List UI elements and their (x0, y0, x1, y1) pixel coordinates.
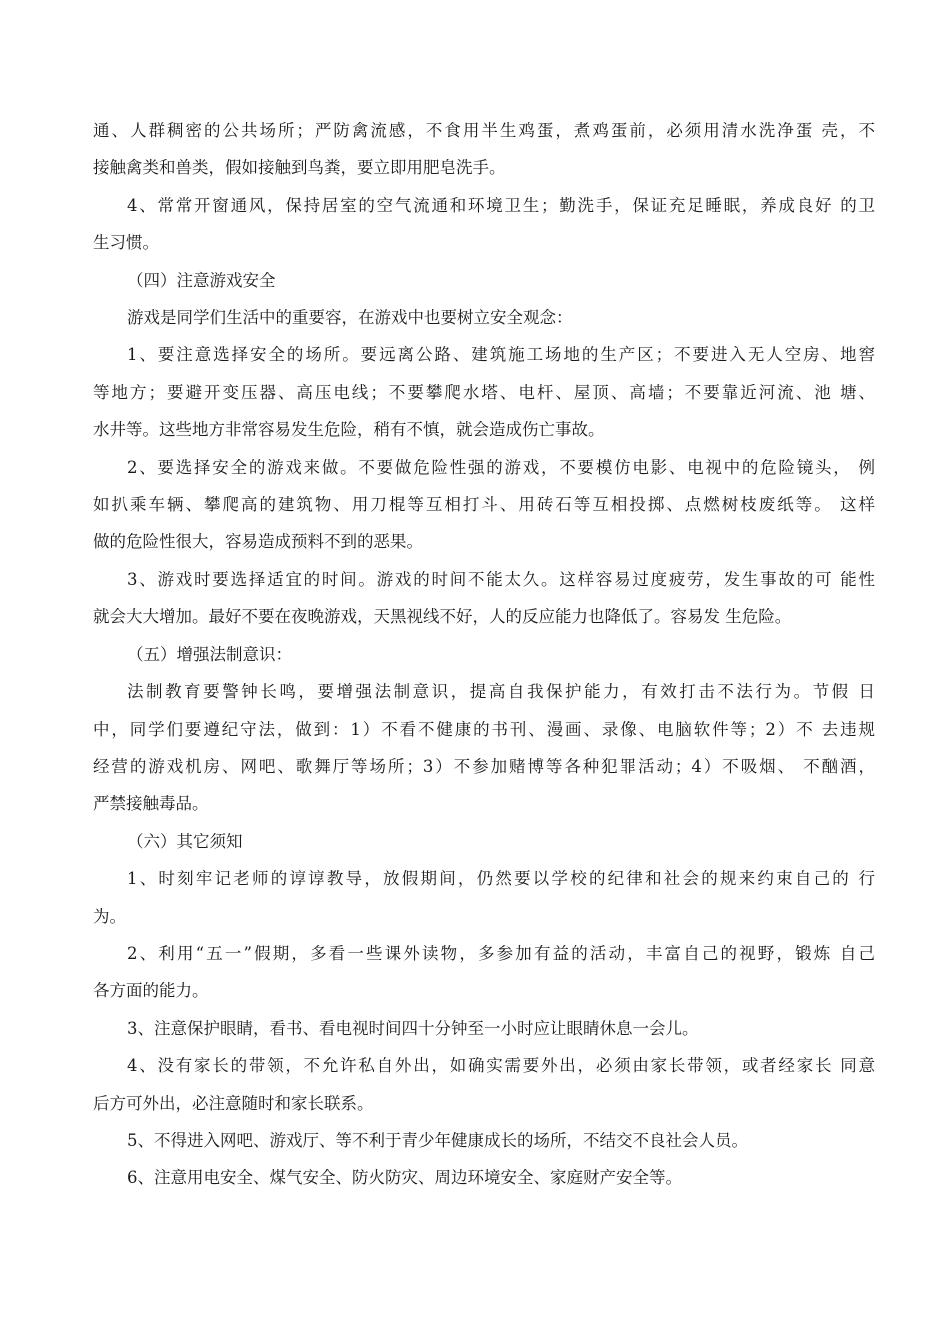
paragraph-continuation (93, 112, 875, 187)
text-line: 2、要选择安全的游戏来做。不要做危险性强的游戏，不要模仿电影、电视中的危险镜头， 例 (127, 457, 875, 477)
text-line: 2、利用“五一”假期，多看一些课外读物，多参加有益的活动，丰富自己的视野，锻炼 自己 (127, 943, 875, 963)
text-line: 4、没有家长的带领，不允许私自外出，如确实需要外出，必须由家长带领，或者经家长 同意 (127, 1056, 875, 1076)
body-paragraph (93, 187, 875, 262)
body-paragraph (93, 935, 875, 1010)
body-paragraph (93, 449, 875, 561)
text-line: 4、常常开窗通风，保持居室的空气流通和环境卫生；勤洗手，保证充足睡眠，养成良好 的卫 (127, 195, 875, 215)
section-heading (93, 636, 875, 673)
text-line: 等地方；要避开变压器、高压电线；不要攀爬水塔、电杆、屋顶、高墙；不要靠近河流、池 塘、 (93, 382, 875, 402)
text-line: 1、时刻牢记老师的谆谆教导，放假期间，仍然要以学校的纪律和社会的规来约束自己的 行 (127, 869, 875, 889)
body-paragraph (93, 1010, 875, 1047)
text-line: （五）增强法制意识： (127, 644, 292, 664)
text-line: （六）其它须知 (127, 831, 243, 851)
text-line: 为。 (93, 906, 126, 926)
text-line: 严禁接触毒品。 (93, 794, 209, 814)
text-line: 游戏是同学们生活中的重要容，在游戏中也要树立安全观念： (127, 308, 573, 328)
body-paragraph (93, 1047, 875, 1122)
text-line: 5、不得进入网吧、游戏厅、等不利于青少年健康成长的场所，不结交不良社会人员。 (127, 1130, 748, 1150)
body-paragraph (93, 673, 875, 823)
text-line: 生习惯。 (93, 233, 159, 253)
text-line: 3、游戏时要选择适宜的时间。游戏的时间不能太久。这样容易过度疲劳，发生事故的可 能性 (127, 569, 875, 589)
body-paragraph (93, 561, 875, 636)
text-line: （四）注意游戏安全 (127, 270, 276, 290)
text-line: 经营的游戏机房、网吧、歌舞厅等场所；3）不参加赌博等各种犯罪活动；4）不吸烟、 不酗酒， (93, 756, 875, 776)
section-heading (93, 823, 875, 860)
body-paragraph (93, 336, 875, 448)
text-line: 就会大大增加。最好不要在夜晚游戏，天黑视线不好，人的反应能力也降低了。容易发 生危险。 (93, 607, 792, 627)
body-paragraph (93, 1159, 875, 1196)
text-line: 中，同学们要遵纪守法，做到：1）不看不健康的书刊、漫画、录像、电脑软件等；2）不 去违规 (93, 719, 875, 739)
text-line: 3、注意保护眼睛，看书、看电视时间四十分钟至一小时应让眼睛休息一会儿。 (127, 1018, 699, 1038)
body-paragraph (93, 299, 875, 336)
text-line: 6、注意用电安全、煤气安全、防火防灾、周边环境安全、家庭财产安全等。 (127, 1168, 682, 1188)
body-paragraph (93, 1122, 875, 1159)
text-line: 水井等。这些地方非常容易发生危险，稍有不慎，就会造成伤亡事故。 (93, 420, 605, 440)
text-line: 法制教育要警钟长鸣，要增强法制意识，提高自我保护能力，有效打击不法行为。节假 日 (127, 682, 875, 702)
body-paragraph (93, 860, 875, 935)
text-line: 各方面的能力。 (93, 981, 209, 1001)
text-line: 如扒乘车辆、攀爬高的建筑物、用刀棍等互相打斗、用砖石等互相投掷、点燃树枝废纸等。 这样 (93, 495, 875, 515)
section-heading (93, 262, 875, 299)
text-line: 通、人群稠密的公共场所；严防禽流感，不食用半生鸡蛋，煮鸡蛋前，必须用清水洗净蛋 壳，不 (93, 121, 875, 140)
text-line: 后方可外出，必注意随时和家长联系。 (93, 1093, 374, 1113)
text-line: 1、要注意选择安全的场所。要远离公路、建筑施工场地的生产区；不要进入无人空房、地窖 (127, 345, 875, 365)
document-page (93, 112, 875, 1197)
text-line: 做的危险性很大，容易造成预料不到的恶果。 (93, 532, 423, 552)
text-line: 接触禽类和兽类，假如接触到鸟粪，要立即用肥皂洗手。 (93, 158, 506, 178)
